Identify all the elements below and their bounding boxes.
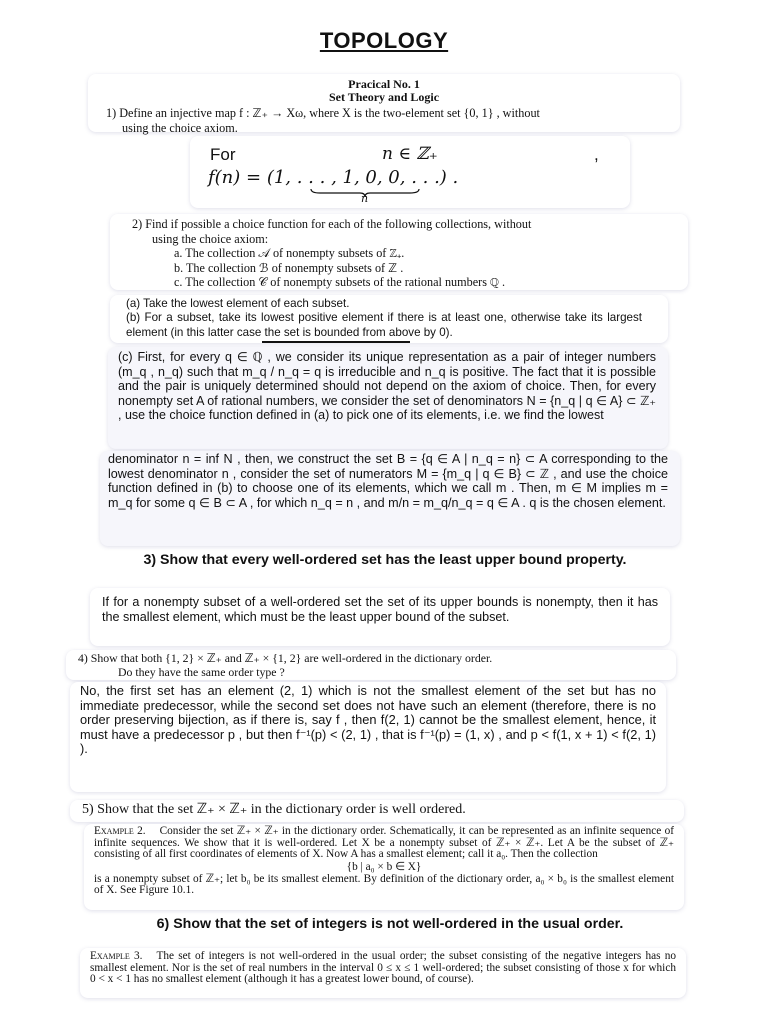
answer-1-for: For xyxy=(210,145,236,164)
example-2-card xyxy=(84,824,684,910)
answer-3-text: If for a nonempty subset of a well-ordered set the set of its upper bounds is nonempty, then it has the smallest element, which must be the least upper bound of the subset. xyxy=(102,595,658,624)
question-2-line-2: using the choice axiom: xyxy=(152,231,269,246)
question-1-card xyxy=(88,74,680,135)
question-1-line-1: 1) Define an injective map f : ℤ₊ → Xω, where X is the two-element set {0, 1} , without xyxy=(106,106,540,120)
answer-2c-text-1: (c) First, for every q ∈ ℚ , we consider its unique representation as a pair of integer numbers (m_q , n_q) such that m_q / n_q = q is irreducible and n_q is positive. The fact that it is possible and the pair is uniquely determined should not depend on the axiom of choice. Then, for every nonempty set A of rational numbers, we consider the set of denominators N = {n_q | q ∈ A} ⊂ ℤ₊ , use the choice function defined in (a) to pick one of its elements, i.e. we find the lowest xyxy=(118,350,656,423)
example-2-label: Example 2. xyxy=(94,825,146,837)
question-2-line-1: 2) Find if possible a choice function for each of the following collections, without xyxy=(132,217,532,231)
question-2-item-c: c. The collection 𝒞 of nonempty subsets of the rational numbers ℚ . xyxy=(174,275,506,290)
answer-2a: (a) Take the lowest element of each subset. xyxy=(126,297,350,310)
answer-2c-text-2: denominator n = inf N , then, we construct the set B = {q ∈ A | n_q = n} ⊂ A corresponding to the lowest denominator n , consider the set of numerators M = {m_q | q ∈ B} ⊂ ℤ , and use the choice function defined in (b) to choose one of its elements, which we call m . Then, m ∈ M implies m = m_q for some q ∈ B ⊂ A , for which n_q = n , and m/n = m_q/n_q = q ∈ A . q is the chosen element. xyxy=(108,452,668,510)
page-title: TOPOLOGY xyxy=(319,28,449,53)
example-3-label: Example 3. xyxy=(90,950,143,962)
practical-subtitle: Set Theory and Logic xyxy=(328,90,440,104)
underbrace-label: n xyxy=(361,192,369,205)
question-4-line-2: Do they have the same order type ? xyxy=(118,665,285,679)
example-3-text: The set of integers is not well-ordered in the usual order; the subset consisting of the negative integers has no smallest element. Nor is the set of real numbers in the interval 0 ≤ x ≤ 1 well-ordered; the subset consisting of those x for which 0 < x < 1 has no smallest element (although it has a greatest lower bound, of course). xyxy=(90,950,677,986)
example-2-text-2: is a nonempty subset of ℤ₊; let b₀ be its smallest element. By definition of the dictionary order, a₀ × b₀ is the smallest element of X. See Figure 10.1. xyxy=(94,872,674,897)
answer-1-card xyxy=(190,136,630,208)
answer-1-domain: n ∈ ℤ₊ xyxy=(382,144,438,164)
question-2-card xyxy=(110,214,688,290)
heading-3: 3) Show that every well-ordered set has the least upper bound property. xyxy=(143,552,627,568)
question-5-card xyxy=(70,800,684,822)
answer-4-text: No, the first set has an element (2, 1) which is not the smallest element of the set but has no immediate predecessor, while the second set does not have such an element (therefore, there is no order preserving bijection, as if there is, say f , then f(2, 1) cannot be the smallest element, hence, it must have a predecessor p , but then f⁻¹(p) < (2, 1) , that is f⁻¹(p) = (1, x) , and p < f(1, x + 1) < f(2, 1) ). xyxy=(80,683,656,757)
heading-6: 6) Show that the set of integers is not well-ordered in the usual order. xyxy=(156,916,624,932)
answer-2b: (b) For a subset, take its lowest positive element if there is at least one, otherwise take its largest element (in this latter case the set is bounded from above by 0). xyxy=(126,311,642,339)
answer-2c-card-2 xyxy=(100,451,680,546)
answer-2ab-card xyxy=(110,295,668,343)
example-2-formula: {b | a₀ × b ∈ X} xyxy=(346,860,422,873)
question-1-line-2: using the choice axiom. xyxy=(122,120,238,135)
example-3-paragraph xyxy=(90,951,676,986)
example-2-paragraph-1 xyxy=(94,826,674,861)
answer-1-formula: f(n) = (1, . . . , 1, 0, 0, . . .) . xyxy=(208,167,459,188)
question-2-item-a: a. The collection 𝒜 of nonempty subsets of ℤ₊. xyxy=(174,246,405,261)
example-3-card xyxy=(80,948,686,998)
question-5-text: 5) Show that the set ℤ₊ × ℤ₊ in the dictionary order is well ordered. xyxy=(82,802,466,817)
answer-3-card xyxy=(90,588,670,646)
answer-4-card xyxy=(70,682,666,792)
answer-2c-card-1 xyxy=(108,347,668,449)
practical-number: Pracical No. 1 xyxy=(348,77,420,91)
question-4-line-1: 4) Show that both {1, 2} × ℤ₊ and ℤ₊ × {1, 2} are well-ordered in the dictionary order. xyxy=(78,651,493,665)
question-2-item-b: b. The collection ℬ of nonempty subsets of ℤ . xyxy=(174,260,404,275)
question-4-card xyxy=(66,650,676,680)
answer-1-comma: , xyxy=(594,145,599,164)
example-2-text-1: Consider the set ℤ₊ × ℤ₊ in the dictionary order. Schematically, it can be represented as an infinite sequence of infinite sequences. We show that it is well-ordered. Let X be a nonempty subset of ℤ₊ × ℤ₊. Let A be the subset of ℤ₊ consisting of all first coordinates of elements of X. Now A has a smallest element; call it a₀. Then the collection xyxy=(94,825,674,861)
underline-mark xyxy=(262,341,410,343)
